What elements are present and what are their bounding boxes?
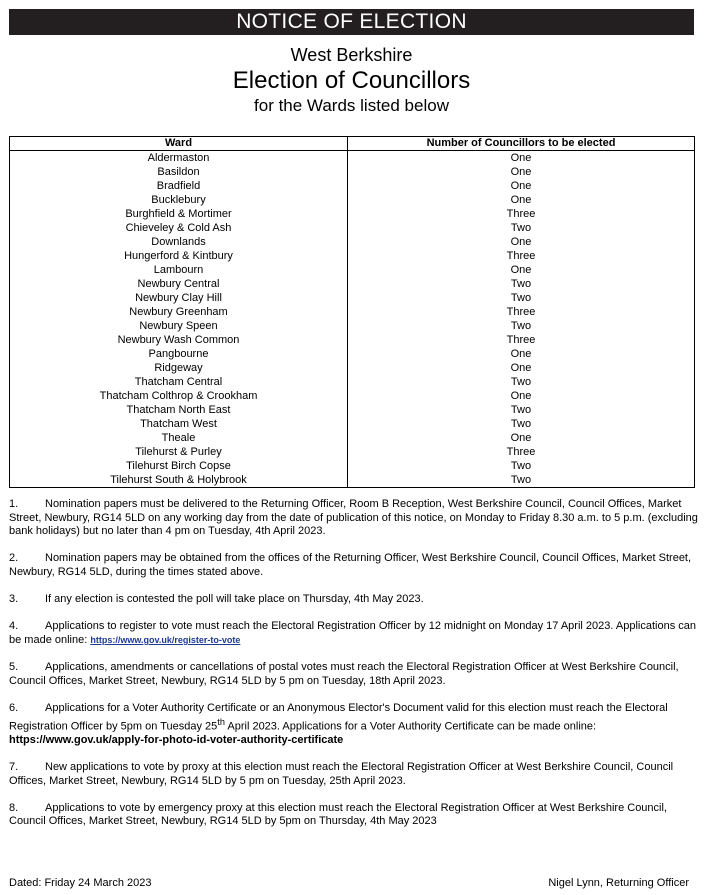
ward-name-cell: Thatcham Central bbox=[10, 375, 348, 389]
note-number: 3. bbox=[9, 593, 19, 606]
note-text-continued: April 2023. Applications for a Voter Authority Certificate can be made online: bbox=[224, 720, 597, 733]
note-8 bbox=[9, 802, 699, 829]
ward-name-cell: Burghfield & Mortimer bbox=[10, 207, 348, 221]
note-3 bbox=[9, 593, 699, 607]
councillor-count-cell: One bbox=[348, 263, 695, 277]
note-number: 2. bbox=[9, 552, 19, 565]
councillor-count-cell: Three bbox=[348, 249, 695, 263]
ward-name-cell: Pangbourne bbox=[10, 347, 348, 361]
councillor-count-cell: Two bbox=[348, 417, 695, 431]
table-header-row bbox=[10, 137, 695, 151]
column-header-ward: Ward bbox=[10, 137, 348, 151]
ward-name-cell: Bradfield bbox=[10, 179, 348, 193]
register-to-vote-link[interactable]: https://www.gov.uk/register-to-vote bbox=[90, 634, 241, 645]
note-number: 4. bbox=[9, 620, 19, 633]
ward-name-cell: Tilehurst South & Holybrook bbox=[10, 473, 348, 488]
councillor-count-cell: Two bbox=[348, 319, 695, 333]
table-row bbox=[10, 473, 695, 488]
page-title: Election of Councillors bbox=[232, 67, 471, 94]
note-7 bbox=[9, 761, 699, 788]
councillor-count-cell: Three bbox=[348, 207, 695, 221]
table-row bbox=[10, 319, 695, 333]
councillor-count-cell: Two bbox=[348, 291, 695, 305]
table-row bbox=[10, 389, 695, 403]
note-text: New applications to vote by proxy at this election must reach the Electoral Registration Officer at West Berkshire Council, Council Offices, Market Street, Newbury, RG14 5LD by 5 pm on Tuesday, 25th April 2023. bbox=[9, 760, 674, 787]
councillor-count-cell: Three bbox=[348, 445, 695, 459]
note-1 bbox=[9, 498, 699, 539]
note-superscript: th bbox=[217, 716, 225, 727]
note-number: 6. bbox=[9, 701, 19, 714]
councillor-count-cell: One bbox=[348, 193, 695, 207]
table-row bbox=[10, 263, 695, 277]
table-row bbox=[10, 459, 695, 473]
ward-name-cell: Thatcham North East bbox=[10, 403, 348, 417]
ward-name-cell: Bucklebury bbox=[10, 193, 348, 207]
table-row bbox=[10, 445, 695, 459]
table-row bbox=[10, 431, 695, 445]
note-text: Nomination papers may be obtained from the offices of the Returning Officer, West Berkshire Council, Council Offices, Market Street, Newbury, RG14 5LD, during the times stated above. bbox=[9, 552, 692, 578]
table-row bbox=[10, 347, 695, 361]
table-row bbox=[10, 221, 695, 235]
table-row bbox=[10, 249, 695, 263]
councillor-count-cell: Two bbox=[348, 403, 695, 417]
note-text: Applications to vote by emergency proxy at this election must reach the Electoral Registration Officer at West Berkshire Council, Council Offices, Market Street, Newbury, RG14 5LD by 5pm on Thursday, 4th May 2023 bbox=[9, 801, 667, 828]
note-6 bbox=[9, 702, 699, 747]
table-row bbox=[10, 375, 695, 389]
ward-name-cell: Basildon bbox=[10, 165, 348, 179]
councillor-count-cell: One bbox=[348, 179, 695, 193]
ward-name-cell: Lambourn bbox=[10, 263, 348, 277]
note-number: 5. bbox=[9, 661, 19, 674]
notes-section bbox=[9, 498, 699, 843]
ward-name-cell: Chieveley & Cold Ash bbox=[10, 221, 348, 235]
ward-name-cell: Ridgeway bbox=[10, 361, 348, 375]
wards-table bbox=[9, 136, 695, 488]
ward-name-cell: Newbury Central bbox=[10, 277, 348, 291]
date-of-notice: Dated: Friday 24 March 2023 bbox=[9, 877, 152, 889]
note-2 bbox=[9, 552, 699, 579]
note-number: 7. bbox=[9, 760, 19, 773]
note-number: 8. bbox=[9, 801, 19, 814]
table-row bbox=[10, 207, 695, 221]
table-row bbox=[10, 403, 695, 417]
councillor-count-cell: Three bbox=[348, 333, 695, 347]
ward-name-cell: Newbury Wash Common bbox=[10, 333, 348, 347]
councillor-count-cell: Two bbox=[348, 221, 695, 235]
ward-name-cell: Newbury Speen bbox=[10, 319, 348, 333]
note-5 bbox=[9, 661, 699, 688]
table-row bbox=[10, 333, 695, 347]
returning-officer-signature: Nigel Lynn, Returning Officer bbox=[548, 877, 689, 889]
council-name: West Berkshire bbox=[290, 45, 413, 65]
note-text: Applications, amendments or cancellations of postal votes must reach the Electoral Registration Officer at West Berkshire Council, Council Offices, Market Street, Newbury, RG14 5LD by 5 pm on Tuesday, 18th April 2023. bbox=[9, 661, 679, 687]
ward-name-cell: Downlands bbox=[10, 235, 348, 249]
councillor-count-cell: Two bbox=[348, 459, 695, 473]
councillor-count-cell: Two bbox=[348, 473, 695, 488]
note-text: Nomination papers must be delivered to the Returning Officer, Room B Reception, West Berkshire Council, Council Offices, Market Street, Newbury, RG14 5LD on any working day from the date of publication of this notice, on Monday to Friday 8.30 a.m. to 5 p.m. (excluding bank holidays) but no later than 4 pm on Tuesday, 4th April 2023. bbox=[9, 498, 698, 538]
table-row bbox=[10, 235, 695, 249]
voter-authority-certificate-link[interactable]: https://www.gov.uk/apply-for-photo-id-voter-authority-certificate bbox=[9, 733, 344, 746]
table-row bbox=[10, 417, 695, 431]
note-text: Applications to register to vote must reach the Electoral Registration Officer by 12 midnight on Monday 17 April 2023. Applications can be made online: bbox=[9, 620, 696, 646]
councillor-count-cell: Three bbox=[348, 305, 695, 319]
councillor-count-cell: One bbox=[348, 151, 695, 166]
ward-name-cell: Tilehurst Birch Copse bbox=[10, 459, 348, 473]
ward-name-cell: Hungerford & Kintbury bbox=[10, 249, 348, 263]
councillor-count-cell: One bbox=[348, 347, 695, 361]
wards-table-body bbox=[10, 151, 695, 488]
table-row bbox=[10, 305, 695, 319]
councillor-count-cell: One bbox=[348, 361, 695, 375]
table-row bbox=[10, 179, 695, 193]
ward-name-cell: Newbury Greenham bbox=[10, 305, 348, 319]
ward-name-cell: Thatcham Colthrop & Crookham bbox=[10, 389, 348, 403]
table-row bbox=[10, 291, 695, 305]
note-text: If any election is contested the poll will take place on Thursday, 4th May 2023. bbox=[45, 593, 424, 606]
table-row bbox=[10, 193, 695, 207]
note-text: Applications for a Voter Authority Certificate or an Anonymous Elector's Document valid for this election must reach the Electoral Registration Officer by 5pm on Tuesday 25 bbox=[9, 701, 668, 733]
page-subtitle: for the Wards listed below bbox=[254, 96, 449, 115]
note-4 bbox=[9, 620, 699, 647]
ward-name-cell: Thatcham West bbox=[10, 417, 348, 431]
councillor-count-cell: One bbox=[348, 165, 695, 179]
column-header-councillors: Number of Councillors to be elected bbox=[348, 137, 695, 151]
councillor-count-cell: Two bbox=[348, 277, 695, 291]
councillor-count-cell: One bbox=[348, 235, 695, 249]
ward-name-cell: Theale bbox=[10, 431, 348, 445]
ward-name-cell: Tilehurst & Purley bbox=[10, 445, 348, 459]
table-row bbox=[10, 277, 695, 291]
councillor-count-cell: Two bbox=[348, 375, 695, 389]
councillor-count-cell: One bbox=[348, 389, 695, 403]
ward-name-cell: Aldermaston bbox=[10, 151, 348, 166]
table-row bbox=[10, 165, 695, 179]
notice-banner: NOTICE OF ELECTION bbox=[9, 9, 694, 35]
ward-name-cell: Newbury Clay Hill bbox=[10, 291, 348, 305]
note-number: 1. bbox=[9, 498, 19, 510]
councillor-count-cell: One bbox=[348, 431, 695, 445]
table-row bbox=[10, 361, 695, 375]
table-row bbox=[10, 151, 695, 166]
